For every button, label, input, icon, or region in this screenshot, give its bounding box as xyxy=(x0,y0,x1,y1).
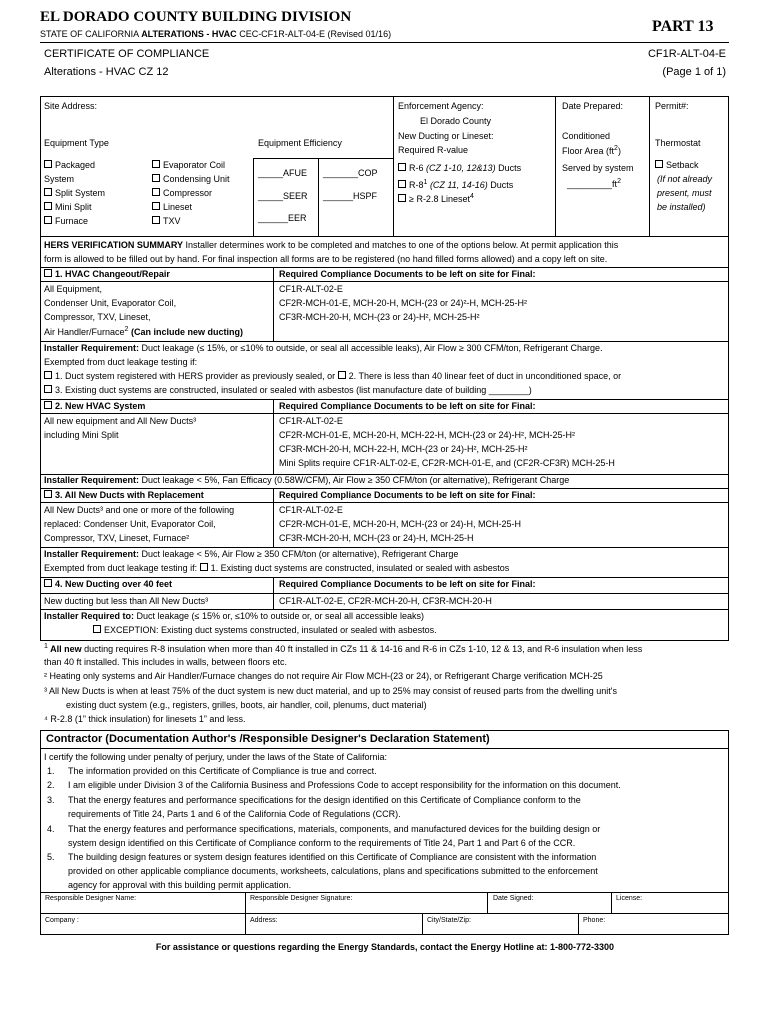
company-field[interactable]: Company : xyxy=(45,917,79,924)
eq-condensing-checkbox[interactable]: Condensing Unit xyxy=(152,174,230,184)
date-signed-field[interactable]: Date Signed: xyxy=(493,895,534,902)
checkbox-icon xyxy=(44,371,52,379)
checkbox-icon xyxy=(152,174,160,182)
checkbox-icon xyxy=(152,188,160,196)
contractor-intro: I certify the following under penalty of perjury, under the laws of the State of California: xyxy=(44,752,388,762)
r6-checkbox[interactable]: R-6 (CZ 1-10, 12&13) Ducts xyxy=(398,163,521,173)
opt2-requirement: Installer Requirement: Duct leakage < 5%, Fan Efficacy (0.58W/CFM), Air Flow ≥ 350 CFM/ton (or alternative), Refrigerant Charge xyxy=(44,475,570,485)
checkbox-icon xyxy=(200,563,208,571)
designer-signature-field[interactable]: Responsible Designer Signature: xyxy=(250,895,353,902)
opt4-docs: CF1R-ALT-02-E, CF2R-MCH-20-H, CF3R-MCH-20-H xyxy=(279,596,492,606)
opt3-doc-3: CF3R-MCH-20-H, MCH-(23 or 24)-H, MCH-25-H xyxy=(279,533,474,543)
opt3-exempt[interactable]: Exempted from duct leakage testing if: 1. Existing duct systems are constructed, insulated or sealed with asbestos xyxy=(44,563,510,573)
designer-name-field[interactable]: Responsible Designer Name: xyxy=(45,895,137,902)
license-field[interactable]: License: xyxy=(616,895,643,902)
eer-field[interactable]: ______EER xyxy=(258,213,307,223)
eq-packaged-checkbox[interactable]: Packaged xyxy=(44,160,95,170)
cert-subtitle: Alterations - HVAC CZ 12 xyxy=(44,66,169,78)
checkbox-icon xyxy=(44,216,52,224)
opt3-docs-title: Required Compliance Documents to be left on site for Final: xyxy=(279,490,536,500)
eq-compressor-checkbox[interactable]: Compressor xyxy=(152,188,212,198)
footnote-4: ⁴ R-2.8 (1” thick insulation) for linesets 1” and less. xyxy=(44,714,246,724)
hers-summary-line1: HERS VERIFICATION SUMMARY Installer determines work to be completed and matches to one of the options below. At permit application this xyxy=(44,240,619,250)
footnote-2: ² Heating only systems and Air Handler/Furnace changes do not require Air Flow MCH-(23 or 24), or Refrigerant Charge verification MCH-25 xyxy=(44,671,603,681)
checkbox-icon xyxy=(44,579,52,587)
decl-2-num: 2. xyxy=(47,780,55,790)
opt2-docs-title: Required Compliance Documents to be left on site for Final: xyxy=(279,401,536,411)
hers-form xyxy=(40,96,729,641)
decl-4b: system design identified on this Certificate of Compliance conform to the requirements of Title 24, Part 1 and Part 6 of the CCR. xyxy=(68,838,576,848)
required-r-label: Required R-value xyxy=(398,145,469,155)
county-title: EL DORADO COUNTY BUILDING DIVISION xyxy=(40,9,352,25)
floor-area-label: Floor Area $(ft^2)$ xyxy=(562,145,621,156)
decl-3a: That the energy features and performance specifications for the design identified on this Certificate of Compliance conform to the xyxy=(68,795,581,805)
opt2-doc-3: CF3R-MCH-20-H, MCH-22-H, MCH-(23 or 24)-H², MCH-25-H² xyxy=(279,444,528,454)
setback-note-3: be installed) xyxy=(657,202,706,212)
address-field[interactable]: Address: xyxy=(250,917,278,924)
phone-field[interactable]: Phone: xyxy=(583,917,606,924)
r8-checkbox[interactable]: $R-8^1$ (CZ 11, 14-16) Ducts xyxy=(398,179,513,190)
conditioned-label: Conditioned xyxy=(562,131,611,141)
checkbox-icon xyxy=(398,194,406,202)
checkbox-icon xyxy=(152,160,160,168)
checkbox-icon xyxy=(152,202,160,210)
footnote-1-line2: than 40 ft installed. This includes in walls, between floors etc. xyxy=(44,657,287,667)
opt1-left-3: Compressor, TXV, Lineset, xyxy=(44,312,151,322)
checkbox-icon xyxy=(655,160,663,168)
opt1-checkbox[interactable]: 1. HVAC Changeout/Repair xyxy=(44,269,170,279)
decl-2: I am eligible under Division 3 of the California Business and Professions Code to accept responsibility for the information on this document. xyxy=(68,780,621,790)
checkbox-icon xyxy=(44,269,52,277)
decl-5-num: 5. xyxy=(47,852,55,862)
eq-minisplit-checkbox[interactable]: Mini Split xyxy=(44,202,92,212)
checkbox-icon xyxy=(44,401,52,409)
checkbox-icon xyxy=(152,216,160,224)
opt1-doc-3: CF3R-MCH-20-H, MCH-(23 or 24)-H², MCH-25-H² xyxy=(279,312,480,322)
checkbox-icon xyxy=(93,625,101,633)
opt1-exempt-3[interactable]: 3. Existing duct systems are constructed, insulated or sealed with asbestos (list manufacture date of building ________) xyxy=(44,385,532,395)
setback-note-1: (If not already xyxy=(657,174,713,184)
decl-3b: requirements of Title 24, Parts 1 and 6 of the California Code of Regulations (CCR). xyxy=(68,809,401,819)
opt2-doc-2: CF2R-MCH-01-E, MCH-20-H, MCH-22-H, MCH-(23 or 24)-H², MCH-25-H² xyxy=(279,430,576,440)
eq-split-checkbox[interactable]: Split System xyxy=(44,188,105,198)
thermostat-label: Thermostat xyxy=(655,138,701,148)
checkbox-icon xyxy=(44,385,52,393)
decl-5a: The building design features or system design features identified on this Certificate of Compliance are consistent with the information xyxy=(68,852,597,862)
opt1-requirement: Installer Requirement: Duct leakage (≤ 15%, or ≤10% to outside, or seal all accessible leaks), Air Flow ≥ 300 CFM/ton, Refrigerant Charge. xyxy=(44,343,603,353)
opt1-left-2: Condenser Unit, Evaporator Coil, xyxy=(44,298,177,308)
contractor-title: Contractor (Documentation Author's /Responsible Designer's Declaration Statement) xyxy=(46,733,490,745)
r28-checkbox[interactable]: ≥ R-2.8 Lineset$^4$ xyxy=(398,193,474,204)
opt2-doc-4: Mini Splits require CF1R-ALT-02-E, CF2R-MCH-01-E, and (CF2R-CF3R) MCH-25-H xyxy=(279,458,615,468)
served-area-field[interactable]: $\_\_\_\_\_\_\_\_\_ft^2$ xyxy=(567,178,621,189)
agency-name: El Dorado County xyxy=(420,116,492,126)
opt4-requirement: Installer Required to: Duct leakage (≤ 15% or, ≤10% to outside or, or seal all accessible leaks) xyxy=(44,611,425,621)
opt1-left-1: All Equipment, xyxy=(44,284,103,294)
equipment-type-label: Equipment Type xyxy=(44,138,109,148)
new-ducting-label: New Ducting or Lineset: xyxy=(398,131,494,141)
opt3-left-3: Compressor, TXV, Lineset, Furnace² xyxy=(44,533,190,543)
eq-lineset-checkbox[interactable]: Lineset xyxy=(152,202,192,212)
cop-field[interactable]: _______COP xyxy=(323,168,378,178)
opt1-doc-2: CF2R-MCH-01-E, MCH-20-H, MCH-(23 or 24)²-H, MCH-25-H² xyxy=(279,298,528,308)
eq-evap-checkbox[interactable]: Evaporator Coil xyxy=(152,160,225,170)
opt4-docs-title: Required Compliance Documents to be left on site for Final: xyxy=(279,579,536,589)
eq-txv-checkbox[interactable]: TXV xyxy=(152,216,181,226)
setback-checkbox[interactable]: Setback xyxy=(655,160,699,170)
opt1-docs-title: Required Compliance Documents to be left on site for Final: xyxy=(279,269,536,279)
afue-field[interactable]: _____AFUE xyxy=(258,168,308,178)
energy-hotline: For assistance or questions regarding the Energy Standards, contact the Energy Hotline at: 1-800-772-3300 xyxy=(155,942,615,952)
opt3-doc-1: CF1R-ALT-02-E xyxy=(279,505,343,515)
opt2-checkbox[interactable]: 2. New HVAC System xyxy=(44,401,145,411)
part-label: PART 13 xyxy=(652,18,714,35)
opt2-doc-1: CF1R-ALT-02-E xyxy=(279,416,343,426)
opt4-checkbox[interactable]: 4. New Ducting over 40 feet xyxy=(44,579,172,589)
opt4-exception[interactable]: EXCEPTION: Existing duct systems constructed, insulated or sealed with asbestos. xyxy=(93,625,437,635)
decl-4-num: 4. xyxy=(47,824,55,834)
seer-field[interactable]: _____SEER xyxy=(258,191,308,201)
permit-label: Permit#: xyxy=(655,101,689,111)
setback-note-2: present, must xyxy=(657,188,712,198)
footnote-3: ³ All New Ducts is when at least 75% of the duct system is new duct material, and up to 25% may consist of reused parts from the dwelling unit's xyxy=(44,686,617,696)
opt1-exempt: Exempted from duct leakage testing if: xyxy=(44,357,198,367)
checkbox-icon xyxy=(44,160,52,168)
checkbox-icon xyxy=(44,490,52,498)
checkbox-icon xyxy=(44,202,52,210)
served-by-label: Served by system xyxy=(562,163,634,173)
opt2-left-1: All new equipment and All New Ducts³ xyxy=(44,416,197,426)
opt3-requirement: Installer Requirement: Duct leakage < 5%, Air Flow ≥ 350 CFM/ton (or alternative), Refrigerant Charge xyxy=(44,549,459,559)
opt3-doc-2: CF2R-MCH-01-E, MCH-20-H, MCH-(23 or 24)-H, MCH-25-H xyxy=(279,519,522,529)
hspf-field[interactable]: ______HSPF xyxy=(323,191,378,201)
decl-4a: That the energy features and performance specifications, materials, components, and manufactured devices for the building design or xyxy=(68,824,601,834)
equipment-efficiency-label: Equipment Efficiency xyxy=(258,138,342,148)
eq-packaged-system: System xyxy=(44,174,75,184)
state-form-id: STATE OF CALIFORNIA ALTERATIONS - HVAC CEC-CF1R-ALT-04-E (Revised 01/16) xyxy=(40,29,392,39)
enforcement-label: Enforcement Agency: xyxy=(398,101,484,111)
checkbox-icon xyxy=(338,371,346,379)
checkbox-icon xyxy=(44,188,52,196)
cert-title: CERTIFICATE OF COMPLIANCE xyxy=(44,48,210,60)
decl-1: The information provided on this Certificate of Compliance is true and correct. xyxy=(68,766,377,776)
date-prepared-label: Date Prepared: xyxy=(562,101,624,111)
opt4-left: New ducting but less than All New Ducts³ xyxy=(44,596,209,606)
cert-page: (Page 1 of 1) xyxy=(662,66,726,78)
decl-3-num: 3. xyxy=(47,795,55,805)
footnote-1: $^1$ All new ducting requires R-8 insulation when more than 40 ft installed in CZs 11 & 14-16 and R-6 in CZs 1-10, 12 & 13, and R-6 insulation when less xyxy=(44,643,643,654)
opt3-left-2: replaced: Condenser Unit, Evaporator Coil, xyxy=(44,519,216,529)
opt2-left-2: including Mini Split xyxy=(44,430,119,440)
opt1-left-4: Air Handler/Furnace$^2$ (Can include new ducting) xyxy=(44,326,243,337)
city-state-zip-field[interactable]: City/State/Zip: xyxy=(427,917,471,924)
opt1-doc-1: CF1R-ALT-02-E xyxy=(279,284,343,294)
checkbox-icon xyxy=(398,180,406,188)
decl-5c: agency for approval with this building permit application. xyxy=(68,880,292,890)
opt3-checkbox[interactable]: 3. All New Ducts with Replacement xyxy=(44,490,204,500)
hers-summary-line2: form is allowed to be filled out by hand. For final inspection all forms are to be registered (no hand filled forms allowed) and a copy left on site. xyxy=(44,254,608,264)
footnote-3-line2: existing duct system (e.g., registers, grilles, boots, air handler, coil, plenums, duct material) xyxy=(66,700,427,710)
eq-furnace-checkbox[interactable]: Furnace xyxy=(44,216,88,226)
opt1-exempt-1[interactable]: 1. Duct system registered with HERS provider as previously sealed, or 2. There is less than 40 linear feet of duct in unconditioned space, or xyxy=(44,371,621,381)
decl-5b: provided on other applicable compliance documents, worksheets, calculations, plans and specifications submitted to the enforcement xyxy=(68,866,598,876)
checkbox-icon xyxy=(398,163,406,171)
cert-code: CF1R-ALT-04-E xyxy=(647,48,726,60)
site-address-label: Site Address: xyxy=(44,101,98,111)
decl-1-num: 1. xyxy=(47,766,55,776)
opt3-left-1: All New Ducts³ and one or more of the following xyxy=(44,505,235,515)
